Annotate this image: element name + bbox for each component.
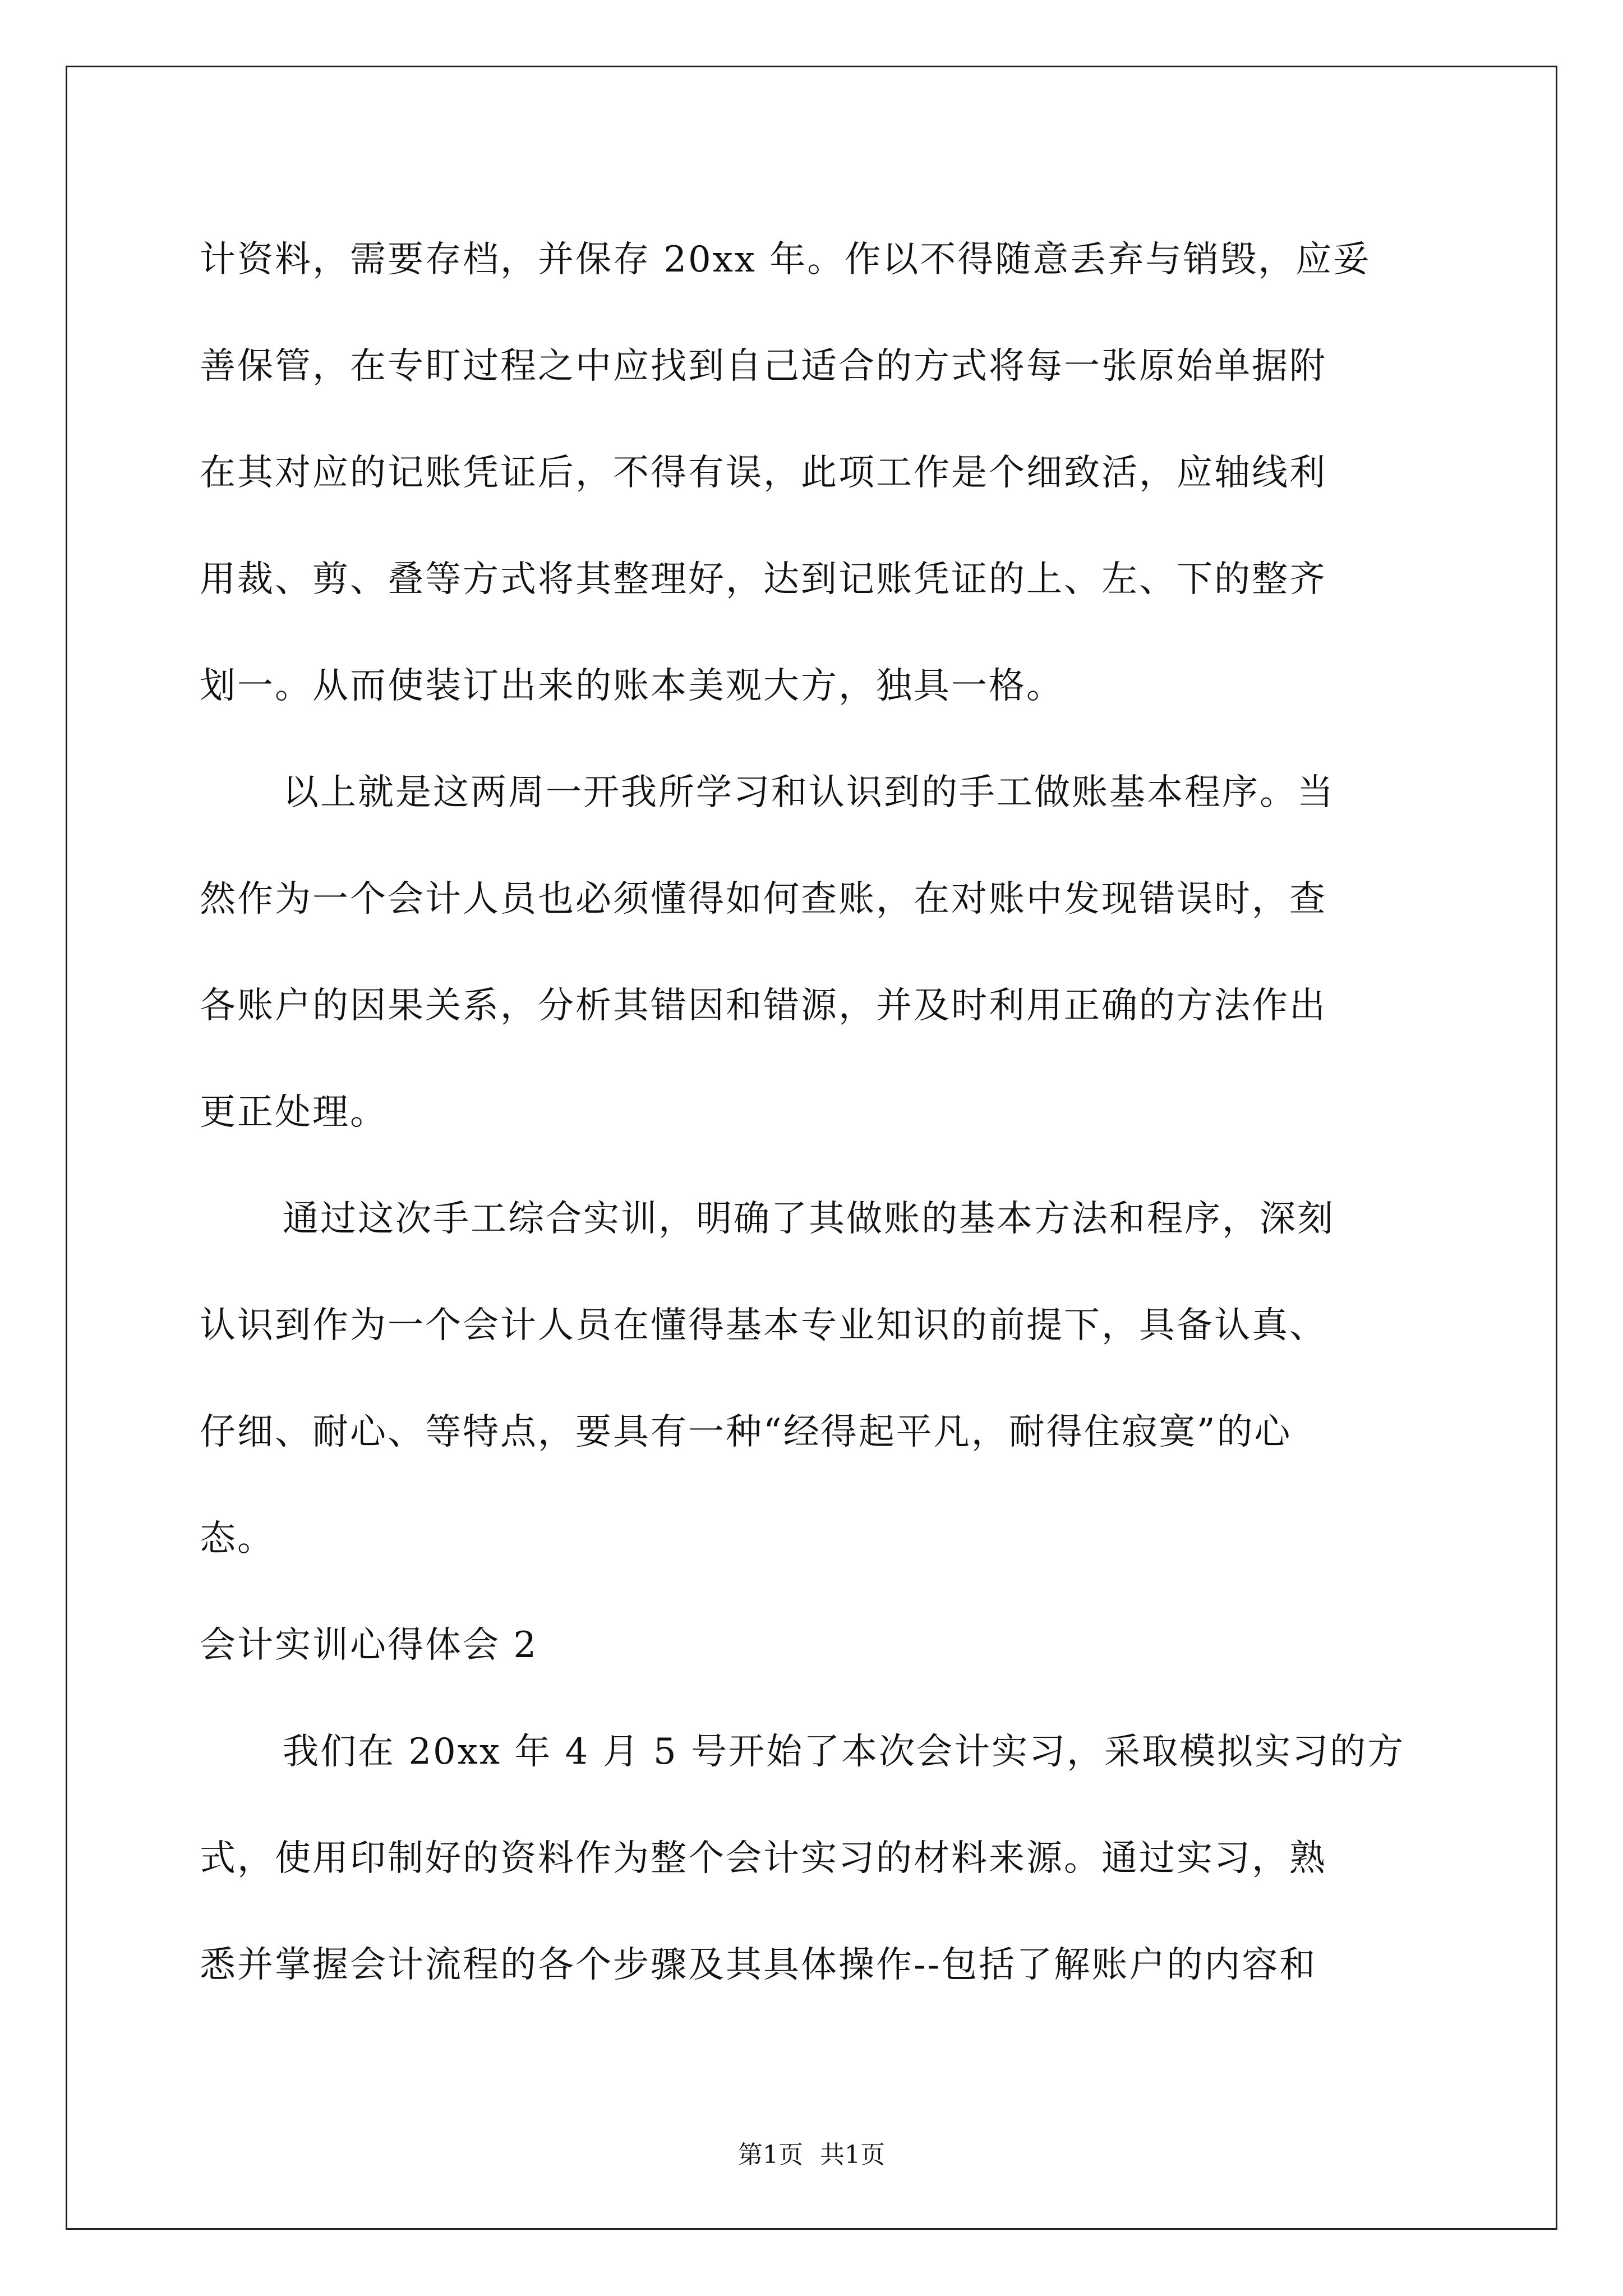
text-line: 式，使用印制好的资料作为整个会计实习的材料来源。通过实习，熟 bbox=[200, 1838, 1327, 1879]
paragraph-first-line: 我们在 20xx 年 4 月 5 号开始了本次会计实习，采取模拟实习的方 bbox=[283, 1731, 1405, 1773]
text-line: 然作为一个会计人员也必须懂得如何查账，在对账中发现错误时，查 bbox=[200, 878, 1327, 920]
text-line: 悉并掌握会计流程的各个步骤及其具体操作--包括了解账户的内容和 bbox=[200, 1944, 1317, 1986]
text-line: 善保管，在专盯过程之中应找到自己适合的方式将每一张原始单据附 bbox=[200, 346, 1327, 387]
text-line: 态。 bbox=[200, 1518, 275, 1559]
text-line: 计资料，需要存档，并保存 20xx 年。作以不得随意丢弃与销毁，应妥 bbox=[200, 239, 1371, 280]
text-line: 仔细、耐心、等特点，要具有一种“经得起平凡，耐得住寂寞”的心 bbox=[200, 1411, 1292, 1453]
section-heading: 会计实训心得体会 2 bbox=[200, 1625, 538, 1666]
page-number: 第1页 bbox=[738, 2141, 803, 2169]
page-footer bbox=[0, 2138, 1623, 2172]
text-line: 更正处理。 bbox=[200, 1092, 388, 1133]
paragraph-first-line: 通过这次手工综合实训，明确了其做账的基本方法和程序，深刻 bbox=[283, 1198, 1335, 1240]
text-line: 在其对应的记账凭证后，不得有误，此项工作是个细致活，应轴线利 bbox=[200, 452, 1327, 494]
paragraph-first-line: 以上就是这两周一开我所学习和认识到的手工做账基本程序。当 bbox=[283, 772, 1335, 813]
text-line: 划一。从而使装订出来的账本美观大方，独具一格。 bbox=[200, 665, 1064, 707]
document-body bbox=[200, 206, 1428, 2018]
text-line: 各账户的因果关系，分析其错因和错源，并及时利用正确的方法作出 bbox=[200, 985, 1327, 1027]
text-line: 用裁、剪、叠等方式将其整理好，达到记账凭证的上、左、下的整齐 bbox=[200, 559, 1327, 600]
page-total: 共1页 bbox=[820, 2141, 885, 2169]
text-line: 认识到作为一个会计人员在懂得基本专业知识的前提下，具备认真、 bbox=[200, 1305, 1327, 1346]
